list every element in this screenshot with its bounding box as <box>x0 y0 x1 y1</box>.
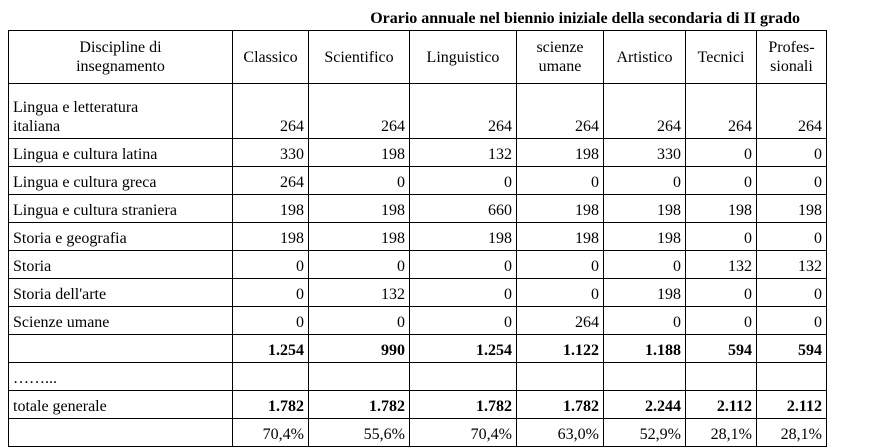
cell-value: 132 <box>309 279 410 307</box>
table-row <box>9 307 827 335</box>
cell-value: 264 <box>604 84 686 139</box>
empty-cell <box>309 363 410 391</box>
cell-value: 0 <box>517 251 604 279</box>
row-label-line1: Lingua e letteratura <box>13 99 139 116</box>
row-label: Storia dell'arte <box>9 279 233 307</box>
total-value: 2.244 <box>604 391 686 419</box>
header-col-label: Scientifico <box>324 48 394 66</box>
cell-value: 264 <box>233 84 309 139</box>
header-professionali <box>757 31 827 84</box>
row-label-line2: italiana <box>13 118 61 135</box>
header-col-label: umane <box>538 58 582 75</box>
row-label: Lingua e cultura straniera <box>9 195 233 223</box>
percent-value: 63,0% <box>517 419 604 447</box>
cell-value: 0 <box>686 167 757 195</box>
cell-value: 198 <box>604 279 686 307</box>
subtotal-value: 1.122 <box>517 335 604 363</box>
cell-value: 132 <box>686 251 757 279</box>
cell-value: 0 <box>233 307 309 335</box>
table-title: Orario annuale nel biennio iniziale della secondaria di II grado <box>370 10 800 27</box>
header-col-label: Classico <box>243 48 298 66</box>
cell-value: 198 <box>410 223 517 251</box>
empty-cell <box>686 363 757 391</box>
cell-value: 198 <box>233 223 309 251</box>
percent-label <box>9 419 233 447</box>
cell-value: 198 <box>686 195 757 223</box>
table-row <box>9 167 827 195</box>
header-discipline <box>9 31 233 84</box>
cell-value: 198 <box>233 195 309 223</box>
table-row <box>9 195 827 223</box>
cell-value: 0 <box>757 307 827 335</box>
header-tecnici <box>686 31 757 84</box>
cell-value: 264 <box>410 84 517 139</box>
cell-value: 0 <box>757 167 827 195</box>
table-row <box>9 279 827 307</box>
header-artistico <box>604 31 686 84</box>
cell-value: 198 <box>309 195 410 223</box>
cell-value: 264 <box>309 84 410 139</box>
cell-value: 264 <box>517 84 604 139</box>
cell-value: 0 <box>517 167 604 195</box>
empty-cell <box>604 363 686 391</box>
cell-value: 0 <box>604 167 686 195</box>
empty-cell <box>233 363 309 391</box>
table-row <box>9 223 827 251</box>
cell-value: 0 <box>757 223 827 251</box>
header-scienze-umane <box>517 31 604 84</box>
cell-value: 264 <box>233 167 309 195</box>
row-label: Storia <box>9 251 233 279</box>
header-col-label: Linguistico <box>426 48 500 66</box>
cell-value: 198 <box>757 195 827 223</box>
percent-value: 55,6% <box>309 419 410 447</box>
cell-value: 0 <box>410 307 517 335</box>
percent-value: 28,1% <box>757 419 827 447</box>
hours-table <box>8 30 827 447</box>
cell-value: 0 <box>757 139 827 167</box>
cell-value: 264 <box>686 84 757 139</box>
percent-row <box>9 419 827 447</box>
subtotal-label <box>9 335 233 363</box>
header-col-label: scienze <box>536 39 584 56</box>
cell-value: 264 <box>517 307 604 335</box>
cell-value: 198 <box>309 223 410 251</box>
cell-value: 198 <box>604 195 686 223</box>
cell-value: 0 <box>309 307 410 335</box>
cell-value: 0 <box>686 307 757 335</box>
subtotal-value: 1.254 <box>410 335 517 363</box>
total-value: 1.782 <box>309 391 410 419</box>
total-value: 1.782 <box>410 391 517 419</box>
subtotal-value: 990 <box>309 335 410 363</box>
empty-cell <box>757 363 827 391</box>
cell-value: 660 <box>410 195 517 223</box>
header-scientifico <box>309 31 410 84</box>
cell-value: 0 <box>686 279 757 307</box>
cell-value: 330 <box>604 139 686 167</box>
row-label: Lingua e cultura greca <box>9 167 233 195</box>
total-value: 2.112 <box>686 391 757 419</box>
cell-value: 0 <box>233 251 309 279</box>
header-row <box>9 31 827 84</box>
cell-value: 0 <box>410 279 517 307</box>
header-classico <box>233 31 309 84</box>
cell-value: 0 <box>410 251 517 279</box>
row-label <box>9 84 233 139</box>
empty-cell <box>410 363 517 391</box>
total-row <box>9 391 827 419</box>
cell-value: 0 <box>233 279 309 307</box>
percent-value: 70,4% <box>233 419 309 447</box>
percent-value: 52,9% <box>604 419 686 447</box>
cell-value: 0 <box>604 251 686 279</box>
cell-value: 0 <box>517 279 604 307</box>
cell-value: 198 <box>604 223 686 251</box>
total-value: 1.782 <box>233 391 309 419</box>
cell-value: 198 <box>517 223 604 251</box>
cell-value: 132 <box>757 251 827 279</box>
cell-value: 0 <box>686 223 757 251</box>
subtotal-value: 1.254 <box>233 335 309 363</box>
cell-value: 0 <box>309 251 410 279</box>
cell-value: 264 <box>757 84 827 139</box>
cell-value: 0 <box>604 307 686 335</box>
percent-value: 70,4% <box>410 419 517 447</box>
header-linguistico <box>410 31 517 84</box>
ellipsis-label: ……... <box>9 363 233 391</box>
cell-value: 198 <box>517 195 604 223</box>
header-col-label: sionali <box>770 58 813 75</box>
header-discipline-line2: insegnamento <box>76 58 165 75</box>
row-label: Scienze umane <box>9 307 233 335</box>
subtotal-value: 594 <box>686 335 757 363</box>
header-col-label: Artistico <box>616 48 673 66</box>
total-value: 2.112 <box>757 391 827 419</box>
ellipsis-row <box>9 363 827 391</box>
cell-value: 0 <box>757 279 827 307</box>
subtotal-value: 1.188 <box>604 335 686 363</box>
cell-value: 0 <box>686 139 757 167</box>
cell-value: 0 <box>410 167 517 195</box>
table-row <box>9 251 827 279</box>
header-discipline-line1: Discipline di <box>79 39 162 56</box>
cell-value: 198 <box>517 139 604 167</box>
table-row <box>9 84 827 139</box>
empty-cell <box>517 363 604 391</box>
subtotal-row <box>9 335 827 363</box>
header-col-label: Profes- <box>768 39 815 56</box>
header-col-label: Tecnici <box>697 48 745 66</box>
total-value: 1.782 <box>517 391 604 419</box>
subtotal-value: 594 <box>757 335 827 363</box>
row-label: Storia e geografia <box>9 223 233 251</box>
row-label: Lingua e cultura latina <box>9 139 233 167</box>
cell-value: 330 <box>233 139 309 167</box>
total-label: totale generale <box>9 391 233 419</box>
cell-value: 198 <box>309 139 410 167</box>
table-row <box>9 139 827 167</box>
percent-value: 28,1% <box>686 419 757 447</box>
cell-value: 0 <box>309 167 410 195</box>
cell-value: 132 <box>410 139 517 167</box>
